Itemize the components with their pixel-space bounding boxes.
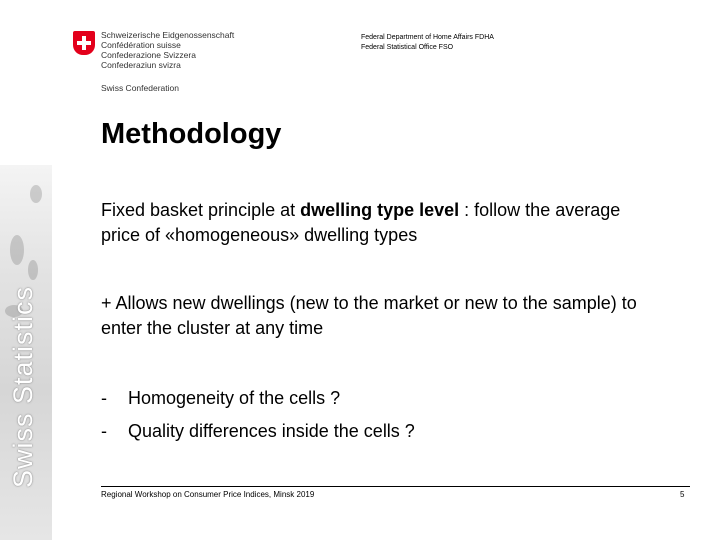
bullet-text: Homogeneity of the cells ?: [128, 388, 341, 408]
para1-text-end: : follow the average price of «homogeneous» dwelling types: [101, 200, 621, 245]
paragraph-advantage: + Allows new dwellings (new to the market or new to the sample) to enter the cluster at any time: [101, 293, 637, 338]
confederation-names: [101, 30, 234, 70]
bullet-item: [101, 420, 415, 442]
swiss-statistics-brand: Swiss Statistics: [8, 285, 38, 488]
page-number: 5: [680, 490, 685, 499]
bullet-marker: -: [101, 421, 107, 441]
bullet-item: [101, 387, 340, 409]
confederation-name: Confederaziun svizra: [101, 60, 181, 70]
paragraph-fixed-basket: [101, 198, 661, 248]
footer-divider: [101, 486, 690, 487]
bullet-text: Quality differences inside the cells ?: [128, 421, 415, 441]
para1-bold-text: dwelling type level: [300, 200, 460, 220]
office-name: Federal Statistical Office FSO: [361, 44, 454, 51]
confederation-english: Swiss Confederation: [101, 83, 179, 93]
swiss-flag-icon: [73, 31, 95, 55]
department-name: Federal Department of Home Affairs FDHA: [361, 34, 494, 41]
footer-event: Regional Workshop on Consumer Price Indices, Minsk 2019: [101, 490, 315, 499]
slide-title: Methodology: [101, 118, 282, 150]
confederation-name: Schweizerische Eidgenossenschaft: [101, 30, 235, 40]
department-block: [361, 33, 494, 53]
bullet-marker: -: [101, 388, 107, 408]
confederation-name: Confédération suisse: [101, 40, 181, 50]
confederation-name: Confederazione Svizzera: [101, 50, 196, 60]
para1-text-start: Fixed basket principle at: [101, 200, 301, 220]
